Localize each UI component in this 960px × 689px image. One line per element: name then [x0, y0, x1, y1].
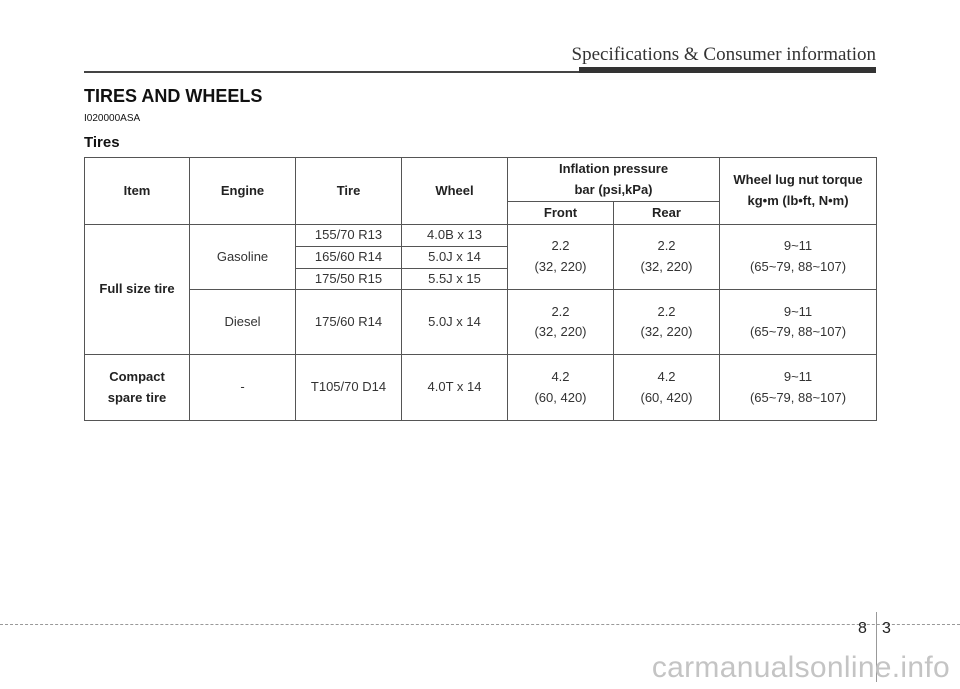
- torque-value: 9~11: [783, 369, 813, 385]
- header-inflation-line2: bar (psi,kPa): [574, 181, 653, 197]
- header-inflation: [508, 158, 720, 202]
- front-value: 2.2: [551, 303, 570, 319]
- rear-value: 2.2: [657, 303, 676, 319]
- torque-value: 9~11: [783, 238, 813, 254]
- header-rule-accent: [579, 67, 876, 73]
- tires-table: [84, 157, 877, 421]
- torque-value: 9~11: [783, 303, 813, 319]
- table-row: [85, 355, 877, 421]
- torque-value-units: (65~79, 88~107): [749, 389, 847, 405]
- gasoline-torque: [720, 225, 877, 290]
- header-inflation-line1: Inflation pressure: [558, 160, 669, 176]
- header-lug-line2: kg•m (lb•ft, N•m): [747, 193, 849, 208]
- full-size-label: Full size tire: [85, 225, 190, 355]
- rear-value-units: (32, 220): [640, 259, 693, 275]
- header-lug-line1: Wheel lug nut torque: [733, 172, 863, 188]
- table-row: [85, 225, 877, 247]
- header-item: Item: [85, 158, 190, 225]
- front-value-units: (60, 420): [534, 389, 587, 405]
- page-number-chapter: 8: [858, 620, 867, 637]
- table-header-row: [85, 158, 877, 202]
- wheel-cell: 5.0J x 14: [402, 290, 508, 355]
- front-value: 2.2: [551, 238, 570, 254]
- tire-cell: T105/70 D14: [296, 355, 402, 421]
- tire-cell: 155/70 R13: [296, 225, 402, 247]
- compact-torque: [720, 355, 877, 421]
- front-value: 4.2: [551, 369, 570, 385]
- front-value-units: (32, 220): [534, 324, 587, 340]
- compact-label-line1: Compact: [109, 369, 165, 385]
- front-value-units: (32, 220): [534, 259, 587, 275]
- section-title: TIRES AND WHEELS: [84, 86, 263, 106]
- rear-value-units: (32, 220): [640, 324, 693, 340]
- wheel-cell: 5.5J x 15: [402, 268, 508, 290]
- subsection-title: Tires: [84, 134, 120, 151]
- compact-label: [85, 355, 190, 421]
- table-row: [85, 290, 877, 355]
- compact-front-pressure: [508, 355, 614, 421]
- header-wheel: Wheel: [402, 158, 508, 225]
- section-code: I020000ASA: [84, 113, 141, 124]
- rear-value: 2.2: [657, 238, 676, 254]
- wheel-cell: 4.0T x 14: [402, 355, 508, 421]
- compact-rear-pressure: [614, 355, 720, 421]
- rear-value-units: (60, 420): [640, 389, 693, 405]
- engine-diesel: Diesel: [190, 290, 296, 355]
- gasoline-front-pressure: [508, 225, 614, 290]
- header-rear: Rear: [614, 202, 720, 225]
- header-title: Specifications & Consumer information: [571, 44, 876, 65]
- torque-value-units: (65~79, 88~107): [749, 324, 847, 340]
- header-front: Front: [508, 202, 614, 225]
- engine-compact: -: [190, 355, 296, 421]
- footer-dashed-rule: [0, 624, 960, 625]
- diesel-rear-pressure: [614, 290, 720, 355]
- diesel-torque: [720, 290, 877, 355]
- wheel-cell: 5.0J x 14: [402, 246, 508, 268]
- watermark: carmanualsonline.info: [651, 651, 950, 684]
- gasoline-rear-pressure: [614, 225, 720, 290]
- tire-cell: 175/60 R14: [296, 290, 402, 355]
- header-engine: Engine: [190, 158, 296, 225]
- page-number-page: 3: [882, 620, 891, 637]
- header-lug-torque: [720, 158, 877, 225]
- diesel-front-pressure: [508, 290, 614, 355]
- rear-value: 4.2: [657, 369, 676, 385]
- tire-cell: 175/50 R15: [296, 268, 402, 290]
- engine-gasoline: Gasoline: [190, 225, 296, 290]
- compact-label-line2: spare tire: [107, 389, 167, 405]
- wheel-cell: 4.0B x 13: [402, 225, 508, 247]
- torque-value-units: (65~79, 88~107): [749, 259, 847, 275]
- tire-cell: 165/60 R14: [296, 246, 402, 268]
- header-tire: Tire: [296, 158, 402, 225]
